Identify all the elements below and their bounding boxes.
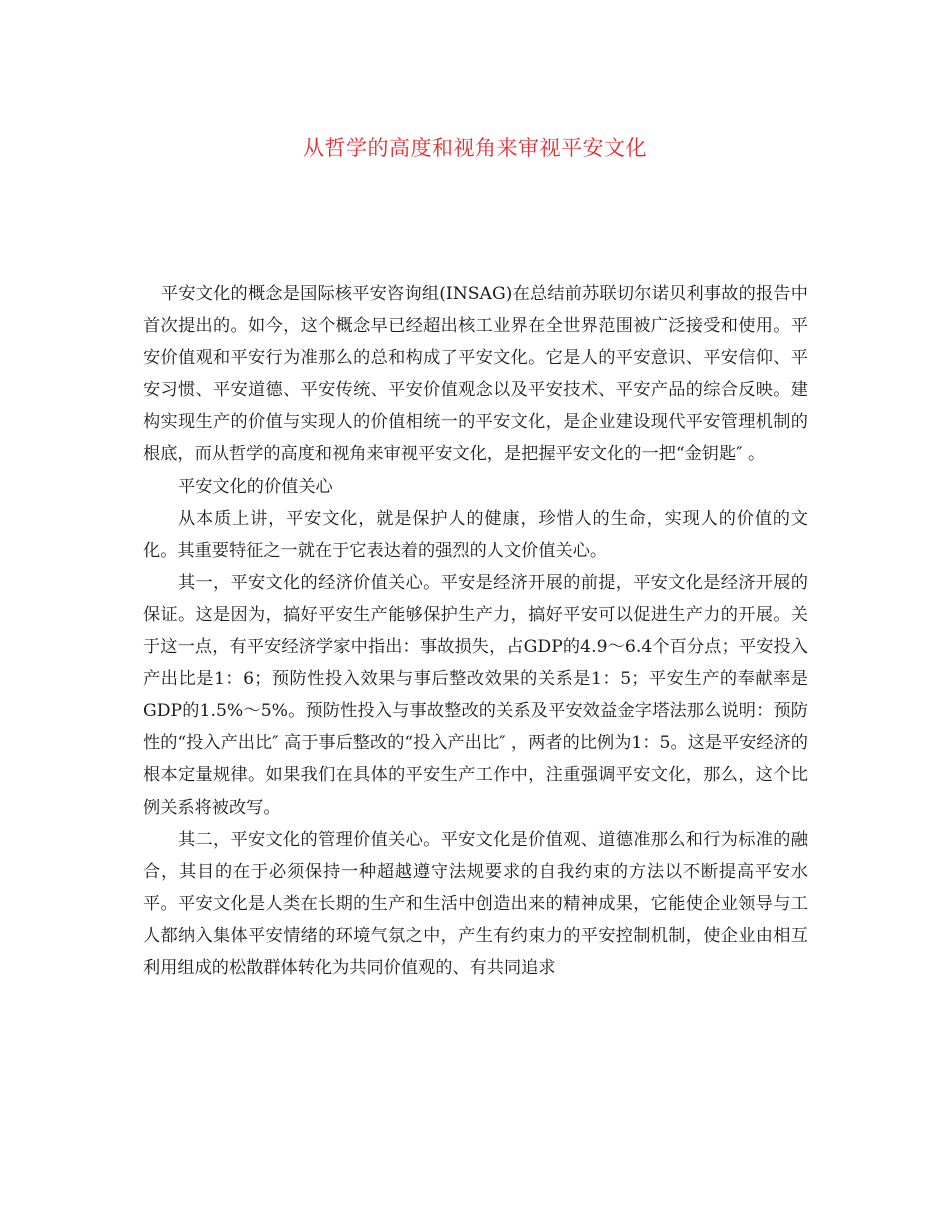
document-body — [143, 278, 808, 984]
paragraph-essence: 从本质上讲，平安文化，就是保护人的健康，珍惜人的生命，实现人的价值的文化。其重要特征之一就在于它表达着的强烈的人文价值关心。 — [143, 508, 808, 561]
section-heading: 平安文化的价值关心 — [178, 476, 333, 497]
document-title: 从哲学的高度和视角来审视平安文化 — [303, 136, 647, 160]
paragraph-economic-value: 其一，平安文化的经济价值关心。平安是经济开展的前提，平安文化是经济开展的保证。这是因为，搞好平安生产能够保护生产力，搞好平安可以促进生产力的开展。关于这一点，有平安经济学家中指出：事故损失，占GDP的4.9～6.4个百分点；平安投入产出比是1：6；预防性投入效果与事后整改效果的关系是1：5；平安生产的奉献率是GDP的1.5%～5%。预防性投入与事故整改的关系及平安效益金字塔法那么说明：预防性的“投入产出比″ 高于事后整改的“投入产出比″ ，两者的比例为1：5。这是平安经济的根本定量规律。如果我们在具体的平安生产工作中，注重强调平安文化，那么，这个比例关系将被改写。 — [143, 572, 808, 818]
paragraph-management-value: 其二，平安文化的管理价值关心。平安文化是价值观、道德准那么和行为标准的融合，其目的在于必须保持一种超越遵守法规要求的自我约束的方法以不断提高平安水平。平安文化是人类在长期的生产和生活中创造出来的精神成果，它能使企业领导与工人都纳入集体平安情绪的环境气氛之中，产生有约束力的平安控制机制，使企业由相互利用组成的松散群体转化为共同价值观的、有共同追求 — [143, 829, 808, 978]
paragraph-intro: 平安文化的概念是国际核平安咨询组(INSAG)在总结前苏联切尔诺贝利事故的报告中首次提出的。如今，这个概念早已经超出核工业界在全世界范围被广泛接受和使用。平安价值观和平安行为准那么的总和构成了平安文化。它是人的平安意识、平安信仰、平安习惯、平安道德、平安传统、平安价值观念以及平安技术、平安产品的综合反映。建构实现生产的价值与实现人的价值相统一的平安文化，是企业建设现代平安管理机制的根底，而从哲学的高度和视角来审视平安文化，是把握平安文化的一把“金钥匙″ 。 — [143, 284, 808, 465]
